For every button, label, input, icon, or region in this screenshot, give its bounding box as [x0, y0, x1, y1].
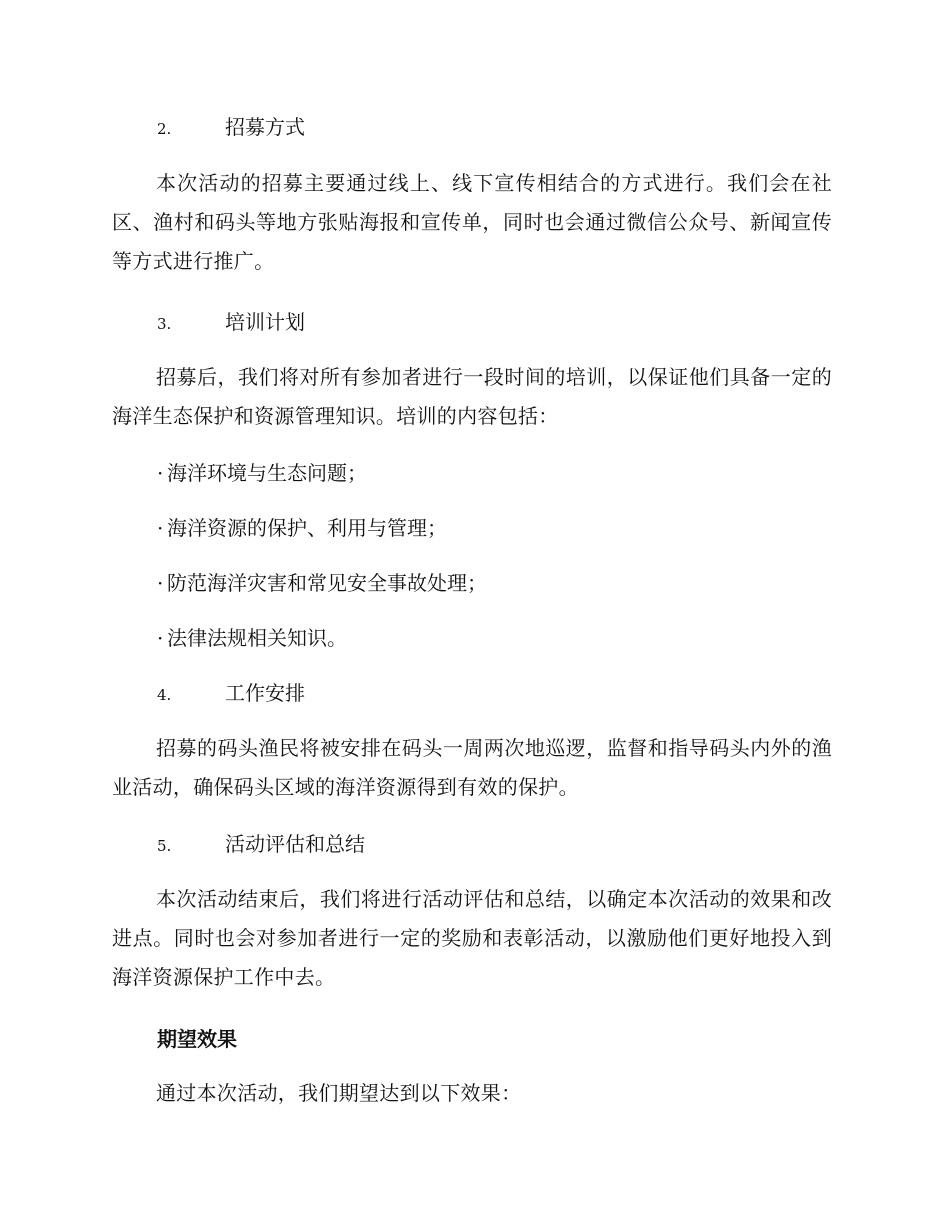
bullet-marker: ·: [157, 461, 164, 485]
section-title: 招募方式: [225, 115, 305, 139]
section-number: 4.: [157, 686, 172, 704]
section-heading-recruit-method: [157, 113, 305, 143]
list-item-text: 海洋资源的保护、利用与管理；: [167, 516, 447, 540]
paragraph-expect: 通过本次活动，我们期望达到以下效果：: [156, 1081, 522, 1105]
paragraph-work: 招募的码头渔民将被安排在码头一周两次地巡逻，监督和指导码头内外的渔业活动，确保码头区域的海洋资源得到有效的保护。: [112, 736, 832, 799]
list-item: [157, 459, 367, 487]
section-title: 工作安排: [225, 681, 305, 705]
paragraph-evaluation: 本次活动结束后，我们将进行活动评估和总结，以确定本次活动的效果和改进点。同时也会对参加者进行一定的奖励和表彰活动，以激励他们更好地投入到海洋资源保护工作中去。: [112, 887, 832, 989]
paragraph-recruit: 本次活动的招募主要通过线上、线下宣传相结合的方式进行。我们会在社区、渔村和码头等地方张贴海报和宣传单，同时也会通过微信公众号、新闻宣传等方式进行推广。: [112, 171, 832, 273]
bullet-marker: ·: [157, 571, 164, 595]
section-heading-training-plan: [157, 308, 305, 338]
list-item-text: 法律法规相关知识。: [167, 626, 347, 650]
bullet-marker: ·: [157, 516, 164, 540]
section-number: 3.: [157, 315, 172, 333]
list-item: [157, 569, 487, 597]
paragraph-training: 招募后，我们将对所有参加者进行一段时间的培训，以保证他们具备一定的海洋生态保护和资源管理知识。培训的内容包括：: [112, 365, 832, 428]
bullet-marker: ·: [157, 626, 164, 650]
list-item: [157, 624, 347, 652]
section-number: 2.: [157, 120, 172, 138]
heading-expected-effect: 期望效果: [157, 1027, 237, 1051]
list-item-text: 防范海洋灾害和常见安全事故处理；: [167, 571, 487, 595]
section-heading-work-arrangement: [157, 679, 305, 709]
section-heading-evaluation: [157, 830, 365, 860]
section-title: 培训计划: [225, 310, 305, 334]
list-item: [157, 514, 447, 542]
section-title: 活动评估和总结: [225, 832, 365, 856]
list-item-text: 海洋环境与生态问题；: [167, 461, 367, 485]
section-number: 5.: [157, 837, 172, 855]
